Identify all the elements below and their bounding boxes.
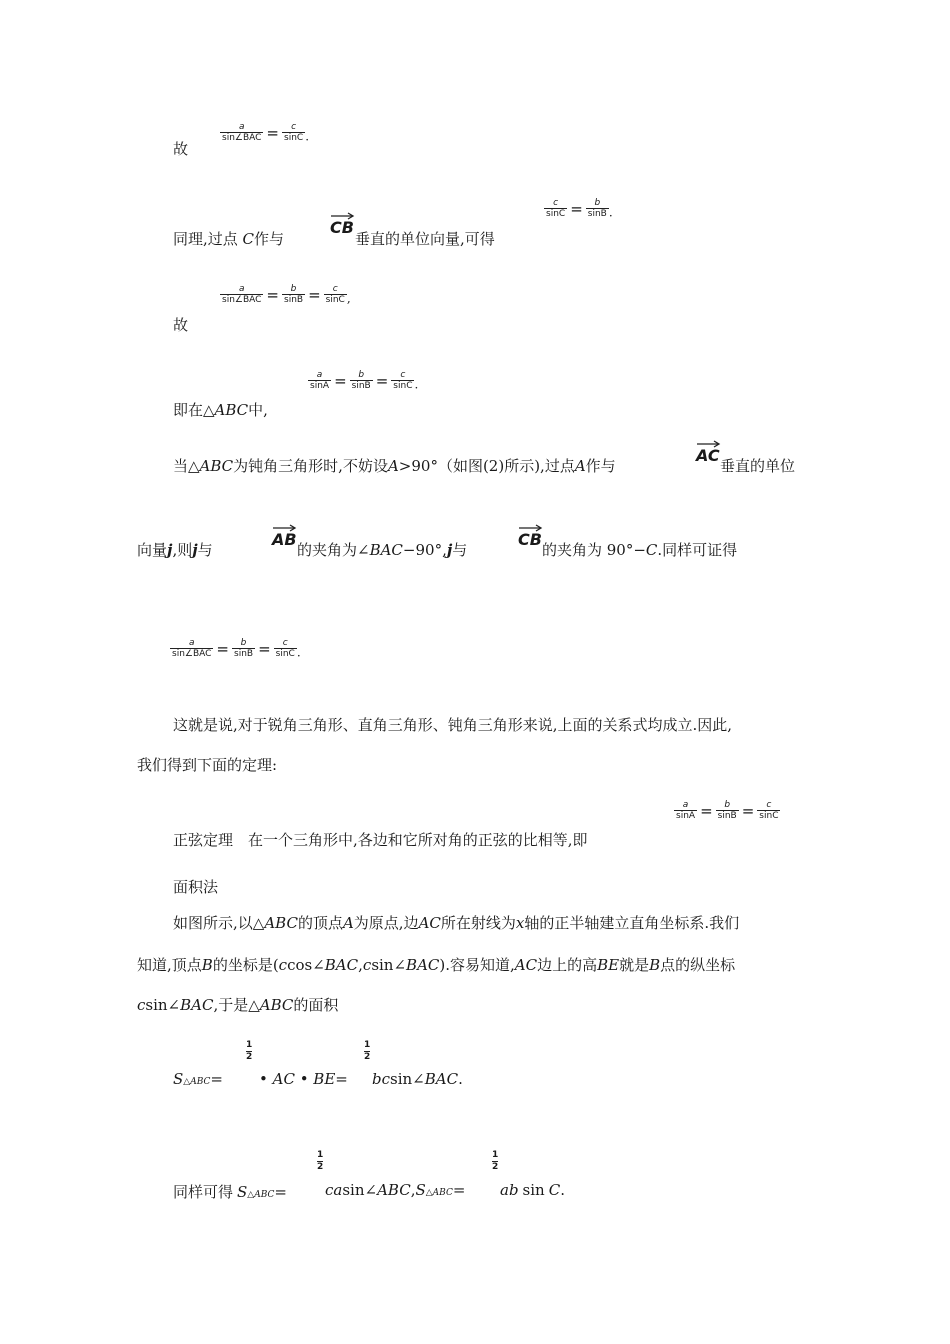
text-gu: 故 — [173, 140, 189, 158]
formula-5: $\frac{a}{\text{sin∠BAC}}$ = $\frac{b}{\sin B}$ = $\frac{c}{\sin C}$ . — [172, 638, 301, 660]
vector-cb-2: CB — [518, 530, 542, 549]
fraction: $\frac{b}{\sin B}$ — [284, 284, 304, 306]
line-xiangliang: 向量j,则j与 — [137, 541, 213, 559]
theorem-statement: 正弦定理 在一个三角形中,各边和它所对角的正弦的比相等,即 — [173, 831, 588, 849]
paragraph-coords-line-3: csin∠BAC,于是△ABC的面积 — [137, 996, 339, 1014]
fraction: $\frac{b}{\sin B}$ — [234, 638, 254, 660]
vector-arrow-icon — [696, 440, 722, 448]
fraction: $\frac{c}{\sin C}$ — [393, 370, 413, 392]
area-formula-1-rhs: bcsin∠BAC. — [372, 1070, 463, 1088]
formula-2: $\frac{c}{\sin C}$ = $\frac{b}{\sin B}$ . — [546, 198, 613, 220]
line-xiangliang-mid: 的夹角为∠BAC−90°,j与 — [297, 541, 468, 559]
section-title-area-method: 面积法 — [173, 878, 219, 896]
formula-1: $\frac{a}{\text{sin∠BAC}}$ = $\frac{c}{\sin C}$ . — [222, 122, 310, 144]
fraction: $\frac{a}{\sin A}$ — [676, 800, 696, 822]
line-gu-1 — [173, 138, 188, 159]
paragraph-coords-line-1: 如图所示,以△ABC的顶点A为原点,边AC所在射线为x轴的正半轴建立直角坐标系.我们 — [173, 914, 740, 932]
fraction: $\frac{b}{\sin B}$ — [717, 800, 737, 822]
fraction: $\frac{c}{\sin C}$ — [759, 800, 779, 822]
fraction: $\frac{c}{\sin C}$ — [284, 122, 304, 144]
area-formula-2: 同样可得 S△ABC= — [173, 1183, 287, 1201]
fraction-half: 1 2 — [246, 1040, 253, 1062]
fraction: $\frac{a}{\sin A}$ — [310, 370, 330, 392]
line-gu-2: 故 — [173, 316, 189, 334]
fraction-half: 1 2 — [364, 1040, 371, 1062]
line-dun-tail: 垂直的单位 — [720, 457, 796, 475]
fraction: $\frac{c}{\sin C}$ — [325, 284, 345, 306]
line-dun: 当△ABC为钝角三角形时,不妨设A>90°（如图(2)所示),过点A作与 — [173, 457, 616, 475]
formula-3: $\frac{a}{\text{sin∠BAC}}$ = $\frac{b}{\sin B}$ = $\frac{c}{\sin C}$ , — [222, 284, 351, 306]
fraction: $\frac{c}{\sin C}$ — [546, 198, 566, 220]
vector-arrow-icon — [330, 212, 356, 220]
fraction-half: 1 2 — [492, 1150, 499, 1172]
area-formula-1-mid: • AC • BE= — [259, 1070, 348, 1088]
paragraph-coords-line-2: 知道,顶点B的坐标是(ccos∠BAC,csin∠BAC).容易知道,AC边上的高BE就是B点的纵坐标 — [137, 956, 736, 974]
vector-ab: AB — [272, 530, 297, 549]
paragraph-summary-line-1: 这就是说,对于锐角三角形、直角三角形、钝角三角形来说,上面的关系式均成立.因此, — [173, 716, 733, 734]
vector-ac: AC — [696, 446, 720, 465]
paragraph-summary-line-2: 我们得到下面的定理: — [137, 756, 278, 774]
fraction: $\frac{c}{\sin C}$ — [275, 638, 295, 660]
line-jizai: 即在△ABC中, — [173, 401, 268, 419]
fraction: $\frac{a}{\text{sin∠BAC}}$ — [222, 284, 262, 306]
formula-4: $\frac{a}{\sin A}$ = $\frac{b}{\sin B}$ = $\frac{c}{\sin C}$ . — [310, 370, 419, 392]
formula-6: $\frac{a}{\sin A}$ = $\frac{b}{\sin B}$ = $\frac{c}{\sin C}$ — [676, 800, 779, 822]
vector-arrow-icon — [518, 524, 544, 532]
vector-arrow-icon — [272, 524, 298, 532]
fraction-half: 1 2 — [317, 1150, 324, 1172]
vector-cb: CB — [330, 218, 354, 237]
fraction: $\frac{a}{\text{sin∠BAC}}$ — [172, 638, 212, 660]
area-formula-2-mid: casin∠ABC,S△ABC= — [325, 1181, 466, 1199]
line-tongli-post: 垂直的单位向量,可得 — [355, 230, 495, 248]
area-formula-2-rhs: ab sin C. — [500, 1181, 565, 1199]
fraction: $\frac{a}{\text{sin∠BAC}}$ — [222, 122, 262, 144]
line-tongli: 同理,过点 C作与 — [173, 230, 285, 248]
fraction: $\frac{b}{\sin B}$ — [351, 370, 371, 392]
fraction: $\frac{b}{\sin B}$ — [587, 198, 607, 220]
line-xiangliang-tail: 的夹角为 90°−C.同样可证得 — [542, 541, 738, 559]
area-formula-1-lhs: S△ABC= — [173, 1070, 223, 1088]
